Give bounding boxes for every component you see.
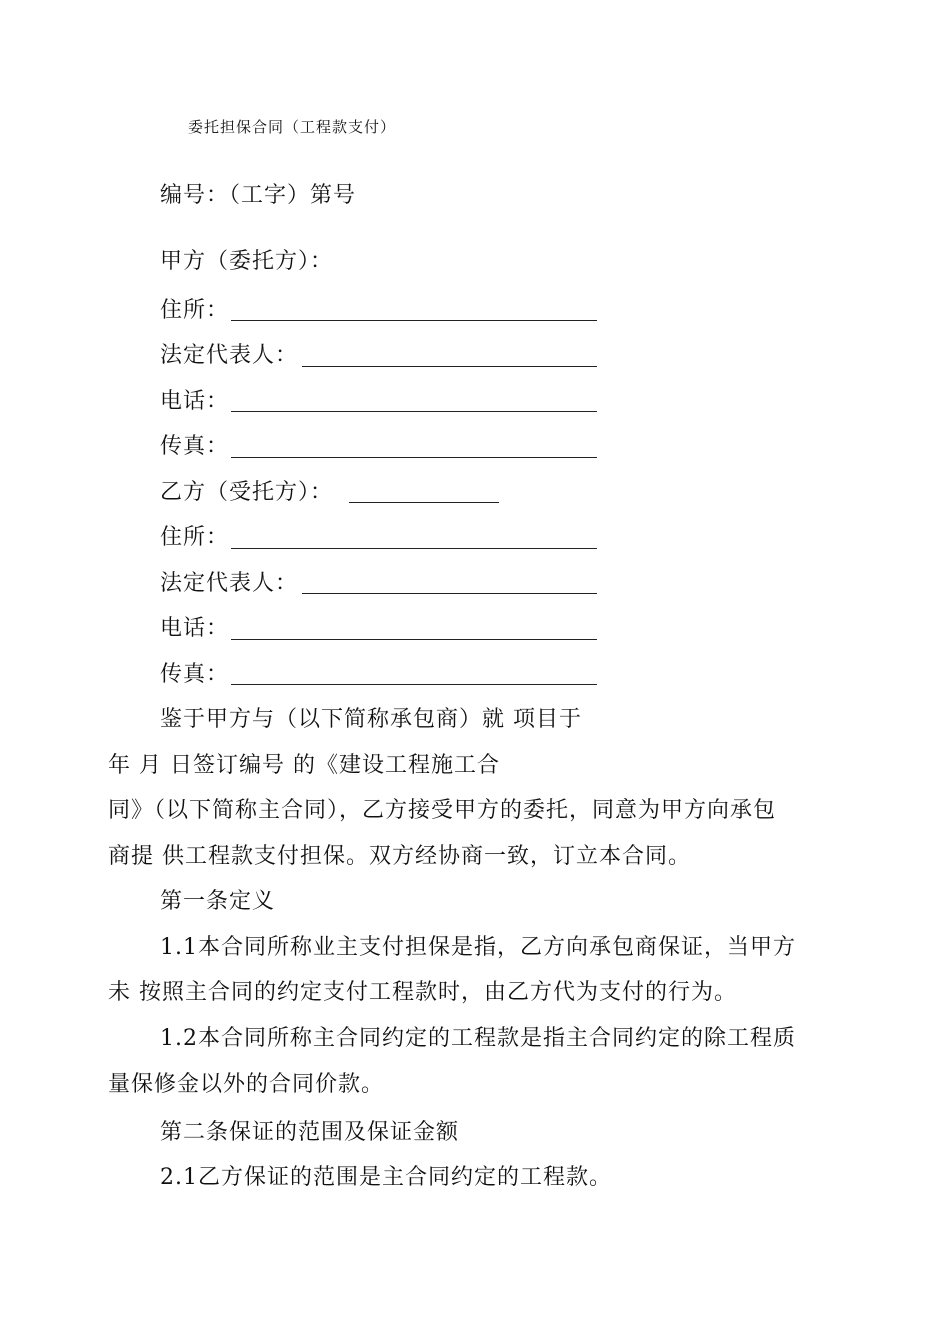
party-b-legal-rep-label: 法定代表人： — [160, 571, 299, 596]
party-b-phone-row — [160, 614, 229, 644]
party-b-address-label: 住所： — [160, 525, 230, 550]
party-a-legal-rep-row — [160, 341, 298, 371]
article-2-heading: 第二条保证的范围及保证金额 — [160, 1120, 460, 1145]
preamble-line-2: 年 月 日签订编号 的《建设工程施工合 — [108, 753, 500, 778]
party-a-address-label: 住所： — [160, 298, 230, 323]
clause-1-1-line-2: 未 按照主合同的约定支付工程款时，由乙方代为支付的行为。 — [108, 980, 737, 1005]
party-a-address-field[interactable] — [231, 320, 597, 321]
party-b-address-field[interactable] — [231, 548, 597, 549]
article-1-heading: 第一条定义 — [160, 889, 276, 914]
party-a-legal-rep-label: 法定代表人： — [160, 343, 299, 368]
party-a-fax-row — [160, 432, 229, 462]
party-a-heading: 甲方（委托方）： — [160, 249, 334, 274]
party-b-fax-field[interactable] — [231, 684, 597, 685]
party-a-fax-label: 传真： — [160, 434, 230, 459]
party-b-phone-label: 电话： — [160, 616, 230, 641]
party-b-address-row — [160, 523, 229, 553]
clause-1-1-line-1: 1.1本合同所称业主支付担保是指，乙方向承包商保证，当甲方 — [160, 935, 796, 960]
party-b-heading: 乙方（受托方）： — [160, 480, 334, 505]
party-b-legal-rep-field[interactable] — [302, 593, 597, 594]
party-a-phone-field[interactable] — [231, 411, 597, 412]
party-a-legal-rep-field[interactable] — [302, 366, 597, 367]
party-b-heading-row — [160, 478, 333, 508]
party-b-phone-field[interactable] — [231, 639, 597, 640]
party-a-address-row — [160, 296, 229, 326]
contract-title: 委托担保合同（工程款支付） — [188, 118, 397, 136]
party-b-fax-row — [160, 660, 229, 690]
party-a-phone-row — [160, 387, 229, 417]
preamble-line-3: 同》（以下简称主合同），乙方接受甲方的委托，同意为甲方向承包 — [108, 798, 777, 823]
clause-1-2-line-1: 1.2本合同所称主合同约定的工程款是指主合同约定的除工程质 — [160, 1026, 796, 1051]
party-b-name-field[interactable] — [349, 502, 499, 503]
clause-1-2-line-2: 量保修金以外的合同价款。 — [108, 1072, 385, 1097]
contract-number: 编号：（工字）第号 — [160, 183, 357, 208]
preamble-line-1: 鉴于甲方与（以下简称承包商）就 项目于 — [160, 707, 582, 732]
party-b-fax-label: 传真： — [160, 662, 230, 687]
preamble-line-4: 商提 供工程款支付担保。双方经协商一致，订立本合同。 — [108, 844, 691, 869]
party-a-phone-label: 电话： — [160, 389, 230, 414]
clause-2-1: 2.1乙方保证的范围是主合同约定的工程款。 — [160, 1165, 612, 1190]
party-b-legal-rep-row — [160, 569, 298, 599]
party-a-fax-field[interactable] — [231, 457, 597, 458]
